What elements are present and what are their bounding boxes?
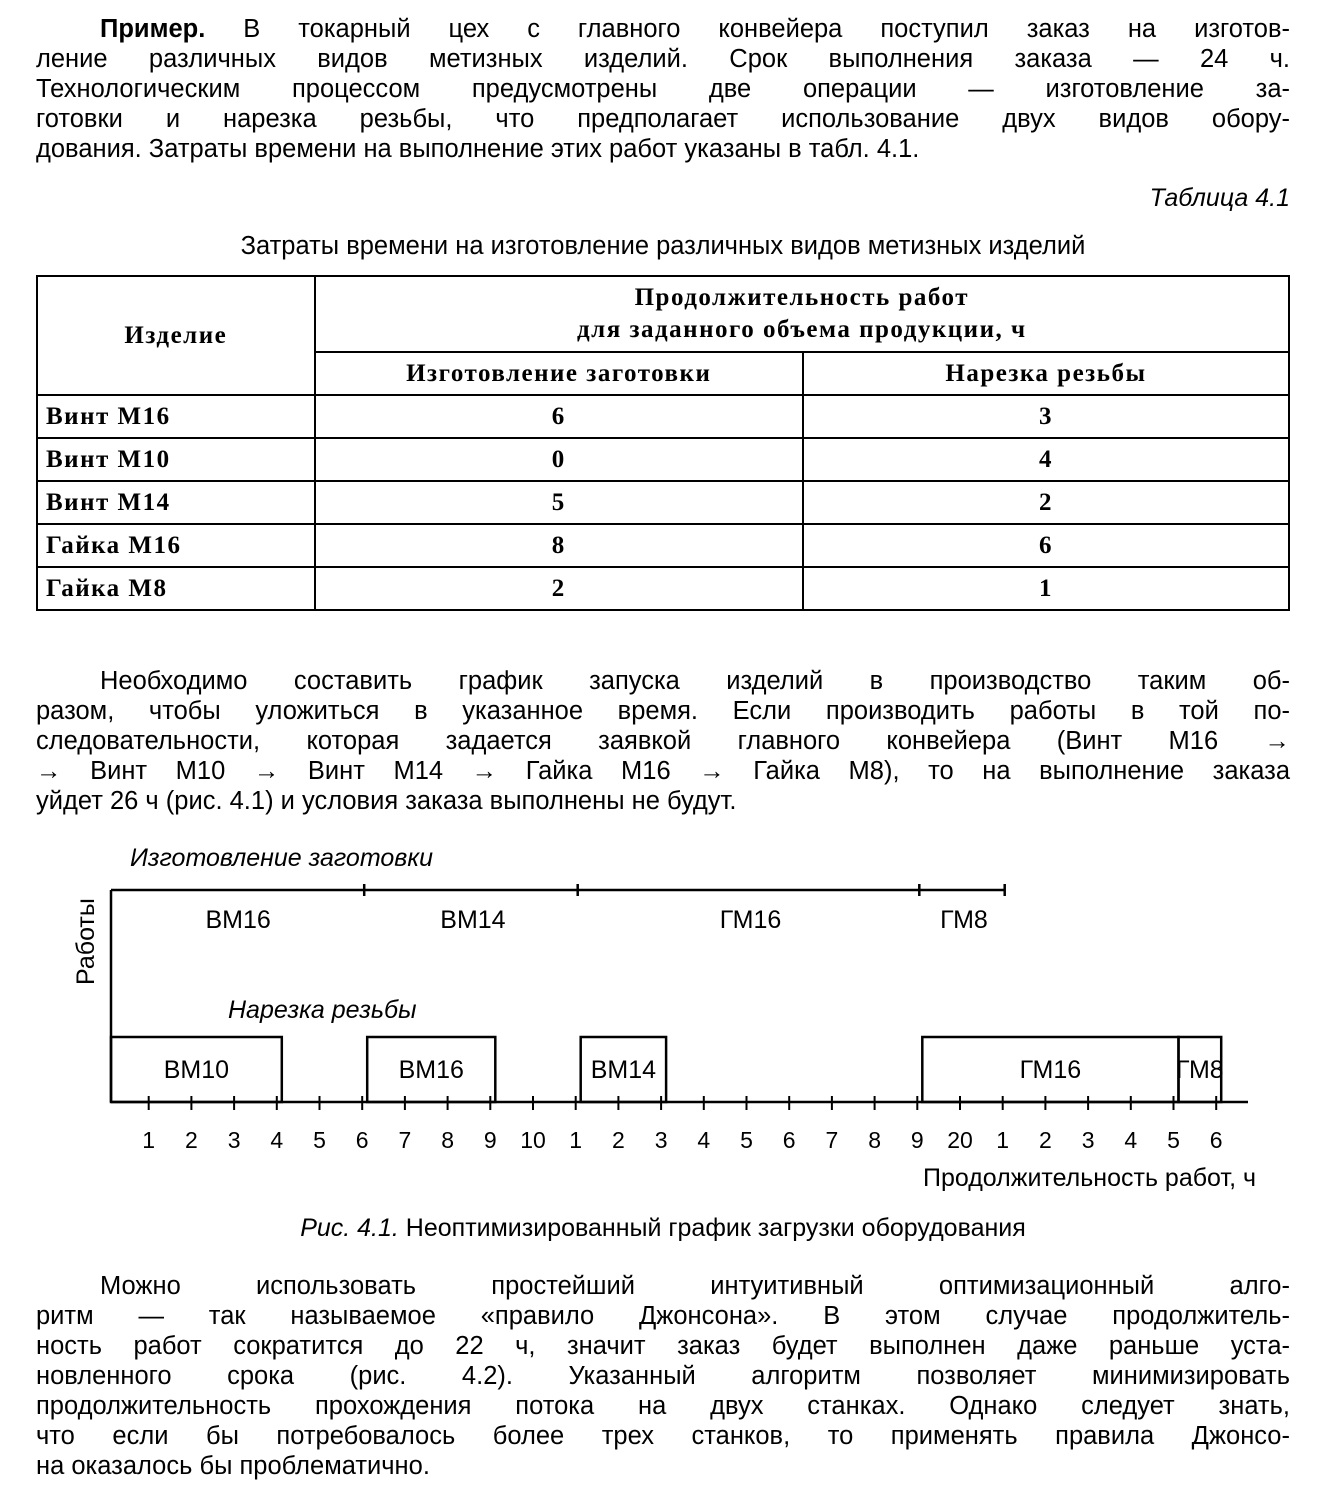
table-row: [37, 524, 1289, 567]
x-tick-label: 4: [697, 1127, 711, 1153]
row2-job-label: ГМ16: [1019, 1056, 1082, 1084]
table-caption: Затраты времени на изготовление различных видов метизных изделий: [240, 232, 1086, 260]
p2-line-3: → Винт М10 → Винт М14 → Гайка М16 → Гайка М8), то на выполнение заказа: [36, 757, 1290, 785]
table-label: Таблица 4.1: [1149, 184, 1290, 212]
p3-line-1: ритм — так называемое «правило Джонсона». В этом случае продолжитель-: [36, 1302, 1290, 1330]
x-tick-label: 3: [654, 1127, 668, 1153]
row2-job-label: ВМ10: [163, 1056, 230, 1084]
x-tick-label: 2: [185, 1127, 198, 1153]
caption-prefix: Рис. 4.1.: [300, 1214, 399, 1242]
x-tick-label: 1: [142, 1127, 156, 1153]
x-tick-label: 5: [313, 1127, 326, 1153]
x-tick-label: 7: [398, 1127, 412, 1153]
p3-line-4: продолжительность прохождения потока на двух станках. Однако следует знать,: [36, 1392, 1290, 1420]
x-tick-label: 2: [1039, 1127, 1052, 1153]
header-item: Изделие: [37, 276, 315, 395]
table-row: [37, 395, 1289, 438]
thread-hours: 4: [803, 438, 1289, 481]
x-tick-label: 9: [483, 1127, 497, 1153]
x-tick-label: 3: [227, 1127, 241, 1153]
thread-hours: 2: [803, 481, 1289, 524]
thread-hours: 3: [803, 395, 1289, 438]
row2-job-label: ВМ16: [398, 1056, 464, 1084]
gantt-chart: [0, 830, 1321, 1210]
x-ticks: [142, 1096, 1222, 1153]
x-tick-label: 2: [612, 1127, 625, 1153]
table-row: [37, 481, 1289, 524]
p2-line-2: следовательности, которая задается заявкой главного конвейера (Винт М16 →: [36, 727, 1290, 755]
item-name: Винт М14: [37, 481, 315, 524]
header-group: Продолжительность работ для заданного объема продукции, ч: [315, 276, 1289, 352]
blank-hours: 5: [315, 481, 803, 524]
header-thread: Нарезка резьбы: [803, 352, 1289, 395]
p2-line-last: уйдет 26 ч (рис. 4.1) и условия заказа выполнены не будут.: [36, 787, 737, 815]
item-name: Гайка М16: [37, 524, 315, 567]
x-tick-label: 10: [520, 1127, 546, 1153]
third-paragraph: [36, 1271, 1290, 1481]
blank-hours: 6: [315, 395, 803, 438]
x-tick-label: 6: [782, 1127, 796, 1153]
row1-label: Изготовление заготовки: [130, 844, 434, 872]
item-name: Винт М16: [37, 395, 315, 438]
x-tick-label: 5: [740, 1127, 753, 1153]
table-body: [37, 395, 1289, 610]
intro-line-0: В токарный цех с главного конвейера поступил заказ на изготов-: [205, 15, 1290, 43]
p3-line-3: новленного срока (рис. 4.2). Указанный алгоритм позволяет минимизировать: [36, 1362, 1290, 1390]
p3-line-0: Можно использовать простейший интуитивный оптимизационный алго-: [100, 1272, 1290, 1300]
intro-lead: Пример.: [100, 15, 206, 43]
x-tick-label: 3: [1081, 1127, 1095, 1153]
x-tick-label: 5: [1167, 1127, 1180, 1153]
p3-line-2: ность работ сократится до 22 ч, значит заказ будет выполнен даже раньше уста-: [36, 1332, 1290, 1360]
p3-line-5: что если бы потребовалось более трех станков, то применять правила Джонсо-: [36, 1422, 1290, 1450]
y-axis-label: Работы: [72, 898, 100, 985]
table-row: [37, 438, 1289, 481]
p2-line-1: разом, чтобы уложиться в указанное время. Если производить работы в той по-: [36, 697, 1290, 725]
intro-line-3: готовки и нарезка резьбы, что предполагает использование двух видов обору-: [36, 105, 1290, 133]
table-row: [37, 567, 1289, 610]
intro-line-last: дования. Затраты времени на выполнение этих работ указаны в табл. 4.1.: [36, 135, 920, 163]
header-blank: Изготовление заготовки: [315, 352, 803, 395]
x-tick-label: 8: [868, 1127, 881, 1153]
x-tick-label: 1: [569, 1127, 583, 1153]
item-name: Винт М10: [37, 438, 315, 481]
x-tick-label: 4: [270, 1127, 284, 1153]
x-axis-label: Продолжительность работ, ч: [922, 1164, 1256, 1192]
thread-hours: 1: [803, 567, 1289, 610]
time-table: [36, 275, 1290, 611]
intro-paragraph: [36, 14, 1290, 164]
row2-job-label: ГМ8: [1175, 1056, 1224, 1084]
x-tick-label: 6: [355, 1127, 369, 1153]
blank-hours: 0: [315, 438, 803, 481]
x-tick-label: 1: [996, 1127, 1010, 1153]
row2-label: Нарезка резьбы: [228, 996, 417, 1024]
item-name: Гайка М8: [37, 567, 315, 610]
row1-job-label: ГМ16: [719, 906, 782, 934]
thread-hours: 6: [803, 524, 1289, 567]
row1-job-label: ВМ16: [205, 906, 271, 934]
row1-bars: [111, 884, 1005, 934]
caption-text: Неоптимизированный график загрузки оборудования: [398, 1214, 1026, 1242]
figure-caption: [36, 1214, 1290, 1243]
blank-hours: 8: [315, 524, 803, 567]
x-tick-label: 8: [441, 1127, 454, 1153]
x-tick-label: 20: [947, 1127, 973, 1153]
row2-job-label: ВМ14: [590, 1056, 657, 1084]
x-tick-label: 4: [1124, 1127, 1138, 1153]
p2-line-0: Необходимо составить график запуска изделий в производство таким об-: [100, 667, 1290, 695]
row1-job-label: ГМ8: [940, 906, 988, 934]
x-tick-label: 7: [825, 1127, 839, 1153]
p3-line-last: на оказалось бы проблематично.: [36, 1452, 430, 1480]
x-tick-label: 9: [910, 1127, 924, 1153]
x-tick-label: 6: [1209, 1127, 1223, 1153]
row2-bars: [111, 1037, 1224, 1102]
row1-job-label: ВМ14: [440, 906, 506, 934]
intro-line-1: ление различных видов метизных изделий. Срок выполнения заказа — 24 ч.: [36, 45, 1290, 73]
intro-line-2: Технологическим процессом предусмотрены две операции — изготовление за-: [36, 75, 1290, 103]
blank-hours: 2: [315, 567, 803, 610]
second-paragraph: [36, 666, 1290, 816]
